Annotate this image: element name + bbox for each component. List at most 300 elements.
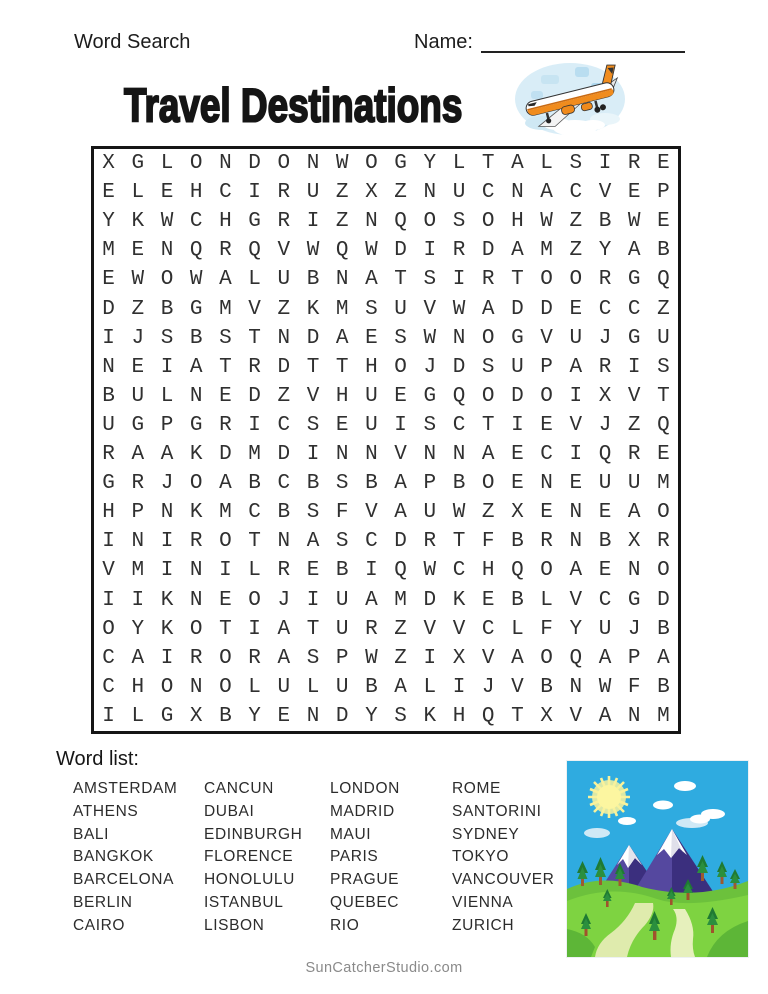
grid-cell[interactable]: O — [481, 210, 495, 234]
grid-cell[interactable]: E — [131, 239, 145, 263]
grid-cell[interactable]: Q — [394, 210, 407, 234]
grid-cell[interactable]: E — [219, 384, 232, 408]
grid-cell[interactable]: A — [189, 355, 203, 379]
grid-cell[interactable]: A — [627, 239, 641, 263]
grid-cell[interactable]: W — [160, 210, 174, 234]
grid-cell[interactable]: V — [365, 501, 378, 525]
grid-cell[interactable]: D — [511, 384, 524, 408]
grid-cell[interactable]: S — [423, 413, 437, 437]
grid-cell[interactable]: N — [131, 530, 145, 554]
grid-cell[interactable]: S — [569, 152, 583, 176]
grid-cell[interactable]: V — [540, 326, 553, 350]
grid-cell[interactable]: I — [160, 530, 174, 554]
grid-cell[interactable]: E — [598, 501, 612, 525]
grid-cell[interactable]: Q — [569, 646, 583, 670]
grid-cell[interactable]: I — [102, 704, 115, 728]
grid-cell[interactable]: P — [627, 646, 641, 670]
grid-cell[interactable]: G — [131, 413, 145, 437]
grid-cell[interactable]: V — [423, 617, 437, 641]
grid-cell[interactable]: I — [394, 413, 407, 437]
grid-cell[interactable]: S — [306, 646, 320, 670]
grid-cell[interactable]: E — [219, 588, 232, 612]
grid-cell[interactable]: K — [189, 443, 203, 467]
grid-cell[interactable]: H — [335, 384, 349, 408]
grid-cell[interactable]: X — [102, 152, 115, 176]
grid-cell[interactable]: A — [598, 646, 612, 670]
grid-cell[interactable]: W — [423, 326, 437, 350]
grid-cell[interactable]: I — [102, 326, 115, 350]
grid-cell[interactable]: E — [277, 704, 291, 728]
grid-cell[interactable]: N — [569, 530, 583, 554]
grid-cell[interactable]: E — [540, 413, 553, 437]
grid-cell[interactable]: J — [481, 675, 495, 699]
grid-cell[interactable]: B — [277, 501, 291, 525]
grid-cell[interactable]: A — [481, 443, 495, 467]
grid-cell[interactable]: O — [219, 530, 232, 554]
grid-cell[interactable]: P — [423, 472, 437, 496]
grid-cell[interactable]: R — [657, 530, 670, 554]
grid-cell[interactable]: R — [277, 181, 291, 205]
grid-cell[interactable]: O — [394, 355, 407, 379]
grid-cell[interactable]: Z — [277, 384, 291, 408]
grid-cell[interactable]: U — [452, 181, 466, 205]
grid-cell[interactable]: E — [540, 501, 553, 525]
grid-cell[interactable]: H — [365, 355, 378, 379]
grid-cell[interactable]: E — [335, 413, 349, 437]
grid-cell[interactable]: M — [657, 704, 670, 728]
grid-cell[interactable]: P — [160, 413, 174, 437]
grid-cell[interactable]: A — [160, 443, 174, 467]
grid-cell[interactable]: Q — [452, 384, 466, 408]
grid-cell[interactable]: R — [277, 210, 291, 234]
grid-cell[interactable]: E — [569, 472, 583, 496]
grid-cell[interactable]: C — [189, 210, 203, 234]
grid-cell[interactable]: L — [248, 559, 261, 583]
grid-cell[interactable]: L — [423, 675, 437, 699]
grid-cell[interactable]: O — [423, 210, 437, 234]
grid-cell[interactable]: O — [189, 152, 203, 176]
grid-cell[interactable]: N — [189, 384, 203, 408]
grid-cell[interactable]: N — [335, 268, 349, 292]
grid-cell[interactable]: B — [657, 239, 670, 263]
grid-cell[interactable]: R — [423, 530, 437, 554]
grid-cell[interactable]: Z — [394, 617, 407, 641]
grid-cell[interactable]: R — [598, 355, 612, 379]
grid-cell[interactable]: Q — [394, 559, 407, 583]
grid-cell[interactable]: P — [131, 501, 145, 525]
grid-cell[interactable]: J — [131, 326, 145, 350]
grid-cell[interactable]: L — [452, 152, 466, 176]
grid-cell[interactable]: A — [306, 530, 320, 554]
grid-cell[interactable]: B — [189, 326, 203, 350]
grid-cell[interactable]: U — [306, 181, 320, 205]
grid-cell[interactable]: Q — [598, 443, 612, 467]
grid-cell[interactable]: X — [189, 704, 203, 728]
grid-cell[interactable]: M — [219, 297, 232, 321]
grid-cell[interactable]: Z — [569, 239, 583, 263]
grid-cell[interactable]: U — [335, 617, 349, 641]
grid-cell[interactable]: S — [394, 326, 407, 350]
grid-cell[interactable]: N — [189, 588, 203, 612]
grid-cell[interactable]: T — [511, 704, 524, 728]
grid-cell[interactable]: W — [598, 675, 612, 699]
grid-cell[interactable]: D — [219, 443, 232, 467]
grid-cell[interactable]: R — [598, 268, 612, 292]
grid-cell[interactable]: Q — [335, 239, 349, 263]
grid-cell[interactable]: B — [102, 384, 115, 408]
grid-cell[interactable]: U — [365, 384, 378, 408]
grid-cell[interactable]: K — [131, 210, 145, 234]
grid-cell[interactable]: Z — [394, 646, 407, 670]
grid-cell[interactable]: U — [657, 326, 670, 350]
grid-cell[interactable]: I — [569, 384, 583, 408]
grid-cell[interactable]: E — [160, 181, 174, 205]
grid-cell[interactable]: N — [102, 355, 115, 379]
grid-cell[interactable]: T — [481, 413, 495, 437]
grid-cell[interactable]: Z — [657, 297, 670, 321]
grid-cell[interactable]: P — [540, 355, 553, 379]
grid-cell[interactable]: Z — [335, 181, 349, 205]
grid-cell[interactable]: I — [160, 355, 174, 379]
grid-cell[interactable]: K — [160, 588, 174, 612]
grid-cell[interactable]: W — [335, 152, 349, 176]
grid-cell[interactable]: H — [219, 210, 232, 234]
grid-cell[interactable]: G — [627, 326, 641, 350]
grid-cell[interactable]: D — [657, 588, 670, 612]
grid-cell[interactable]: C — [102, 675, 115, 699]
grid-cell[interactable]: J — [627, 617, 641, 641]
grid-cell[interactable]: W — [365, 239, 378, 263]
grid-cell[interactable]: O — [248, 588, 261, 612]
grid-cell[interactable]: D — [102, 297, 115, 321]
grid-cell[interactable]: E — [657, 443, 670, 467]
grid-cell[interactable]: N — [160, 239, 174, 263]
grid-cell[interactable]: L — [131, 704, 145, 728]
grid-cell[interactable]: V — [569, 704, 583, 728]
grid-cell[interactable]: N — [423, 181, 437, 205]
grid-cell[interactable]: N — [511, 181, 524, 205]
grid-cell[interactable]: V — [569, 413, 583, 437]
grid-cell[interactable]: U — [277, 675, 291, 699]
grid-cell[interactable]: G — [189, 413, 203, 437]
grid-cell[interactable]: Q — [657, 268, 670, 292]
grid-cell[interactable]: E — [394, 384, 407, 408]
grid-cell[interactable]: O — [540, 268, 553, 292]
grid-cell[interactable]: O — [657, 501, 670, 525]
grid-cell[interactable]: U — [423, 501, 437, 525]
grid-cell[interactable]: F — [627, 675, 641, 699]
grid-cell[interactable]: R — [540, 530, 553, 554]
grid-cell[interactable]: O — [481, 326, 495, 350]
grid-cell[interactable]: O — [189, 472, 203, 496]
grid-cell[interactable]: B — [335, 559, 349, 583]
grid-cell[interactable]: F — [481, 530, 495, 554]
grid-cell[interactable]: I — [160, 559, 174, 583]
grid-cell[interactable]: V — [511, 675, 524, 699]
grid-cell[interactable]: I — [452, 268, 466, 292]
grid-cell[interactable]: W — [452, 297, 466, 321]
grid-cell[interactable]: A — [569, 559, 583, 583]
grid-cell[interactable]: N — [569, 501, 583, 525]
grid-cell[interactable]: L — [248, 675, 261, 699]
grid-cell[interactable]: D — [394, 239, 407, 263]
grid-cell[interactable]: I — [598, 152, 612, 176]
grid-cell[interactable]: O — [569, 268, 583, 292]
grid-cell[interactable]: V — [627, 384, 641, 408]
grid-cell[interactable]: O — [160, 268, 174, 292]
grid-cell[interactable]: S — [365, 297, 378, 321]
grid-cell[interactable]: X — [627, 530, 641, 554]
grid-cell[interactable]: F — [540, 617, 553, 641]
grid-cell[interactable]: D — [277, 355, 291, 379]
grid-cell[interactable]: I — [131, 588, 145, 612]
grid-cell[interactable]: Y — [598, 239, 612, 263]
grid-cell[interactable]: I — [219, 559, 232, 583]
grid-cell[interactable]: D — [540, 297, 553, 321]
grid-cell[interactable]: Q — [189, 239, 203, 263]
grid-cell[interactable]: W — [423, 559, 437, 583]
grid-cell[interactable]: H — [131, 675, 145, 699]
grid-cell[interactable]: B — [365, 675, 378, 699]
grid-cell[interactable]: T — [306, 355, 320, 379]
grid-cell[interactable]: E — [598, 559, 612, 583]
grid-cell[interactable]: R — [189, 530, 203, 554]
grid-cell[interactable]: O — [540, 646, 553, 670]
grid-cell[interactable]: L — [540, 152, 553, 176]
grid-cell[interactable]: C — [598, 588, 612, 612]
grid-cell[interactable]: H — [189, 181, 203, 205]
grid-cell[interactable]: S — [394, 704, 407, 728]
grid-cell[interactable]: L — [540, 588, 553, 612]
grid-cell[interactable]: G — [131, 152, 145, 176]
grid-cell[interactable]: C — [277, 472, 291, 496]
grid-cell[interactable]: U — [277, 268, 291, 292]
grid-cell[interactable]: V — [481, 646, 495, 670]
grid-cell[interactable]: Y — [423, 152, 437, 176]
grid-cell[interactable]: N — [627, 704, 641, 728]
grid-cell[interactable]: B — [248, 472, 261, 496]
grid-cell[interactable]: B — [306, 472, 320, 496]
grid-cell[interactable]: A — [219, 268, 232, 292]
grid-cell[interactable]: J — [423, 355, 437, 379]
grid-cell[interactable]: L — [160, 152, 174, 176]
grid-cell[interactable]: W — [306, 239, 320, 263]
grid-cell[interactable]: V — [248, 297, 261, 321]
name-input-line[interactable] — [481, 51, 685, 53]
grid-cell[interactable]: U — [569, 326, 583, 350]
grid-cell[interactable]: N — [160, 501, 174, 525]
grid-cell[interactable]: S — [423, 268, 437, 292]
grid-cell[interactable]: D — [335, 704, 349, 728]
grid-cell[interactable]: T — [219, 617, 232, 641]
grid-cell[interactable]: R — [219, 413, 232, 437]
grid-cell[interactable]: V — [394, 443, 407, 467]
grid-cell[interactable]: G — [394, 152, 407, 176]
grid-cell[interactable]: B — [511, 588, 524, 612]
grid-cell[interactable]: B — [452, 472, 466, 496]
grid-cell[interactable]: N — [365, 443, 378, 467]
grid-cell[interactable]: A — [277, 646, 291, 670]
grid-cell[interactable]: O — [481, 472, 495, 496]
grid-cell[interactable]: Q — [657, 413, 670, 437]
grid-cell[interactable]: Q — [248, 239, 261, 263]
grid-cell[interactable]: E — [481, 588, 495, 612]
grid-cell[interactable]: S — [335, 472, 349, 496]
grid-cell[interactable]: B — [365, 472, 378, 496]
grid-cell[interactable]: Z — [627, 413, 641, 437]
grid-cell[interactable]: M — [131, 559, 145, 583]
grid-cell[interactable]: R — [131, 472, 145, 496]
grid-cell[interactable]: C — [452, 413, 466, 437]
grid-cell[interactable]: Z — [277, 297, 291, 321]
grid-cell[interactable]: N — [277, 326, 291, 350]
grid-cell[interactable]: M — [540, 239, 553, 263]
grid-cell[interactable]: N — [189, 675, 203, 699]
grid-cell[interactable]: J — [277, 588, 291, 612]
grid-cell[interactable]: L — [306, 675, 320, 699]
grid-cell[interactable]: E — [569, 297, 583, 321]
grid-cell[interactable]: A — [131, 646, 145, 670]
grid-cell[interactable]: X — [365, 181, 378, 205]
grid-cell[interactable]: V — [277, 239, 291, 263]
grid-cell[interactable]: A — [365, 588, 378, 612]
grid-cell[interactable]: I — [306, 588, 320, 612]
grid-cell[interactable]: R — [277, 559, 291, 583]
grid-cell[interactable]: I — [569, 443, 583, 467]
grid-cell[interactable]: I — [365, 559, 378, 583]
grid-cell[interactable]: X — [598, 384, 612, 408]
grid-cell[interactable]: U — [598, 617, 612, 641]
grid-cell[interactable]: B — [657, 675, 670, 699]
grid-cell[interactable]: V — [598, 181, 612, 205]
grid-cell[interactable]: A — [394, 501, 407, 525]
grid-cell[interactable]: A — [481, 297, 495, 321]
grid-cell[interactable]: R — [102, 443, 115, 467]
grid-cell[interactable]: O — [219, 646, 232, 670]
grid-cell[interactable]: I — [511, 413, 524, 437]
grid-cell[interactable]: V — [423, 297, 437, 321]
grid-cell[interactable]: M — [219, 501, 232, 525]
grid-cell[interactable]: V — [452, 617, 466, 641]
grid-cell[interactable]: K — [452, 588, 466, 612]
grid-cell[interactable]: A — [657, 646, 670, 670]
grid-cell[interactable]: L — [160, 384, 174, 408]
grid-cell[interactable]: C — [598, 297, 612, 321]
grid-cell[interactable]: Z — [481, 501, 495, 525]
grid-cell[interactable]: R — [248, 355, 261, 379]
grid-cell[interactable]: R — [365, 617, 378, 641]
grid-cell[interactable]: Y — [365, 704, 378, 728]
grid-cell[interactable]: K — [160, 617, 174, 641]
grid-cell[interactable]: N — [569, 675, 583, 699]
grid-cell[interactable]: N — [306, 152, 320, 176]
grid-cell[interactable]: V — [569, 588, 583, 612]
grid-cell[interactable]: A — [511, 152, 524, 176]
grid-cell[interactable]: L — [248, 268, 261, 292]
grid-cell[interactable]: T — [452, 530, 466, 554]
grid-cell[interactable]: A — [627, 501, 641, 525]
grid-cell[interactable]: U — [627, 472, 641, 496]
grid-cell[interactable]: Z — [131, 297, 145, 321]
grid-cell[interactable]: P — [657, 181, 670, 205]
grid-cell[interactable]: W — [189, 268, 203, 292]
grid-cell[interactable]: B — [219, 704, 232, 728]
grid-cell[interactable]: T — [481, 152, 495, 176]
grid-cell[interactable]: S — [306, 501, 320, 525]
grid-cell[interactable]: Y — [569, 617, 583, 641]
grid-cell[interactable]: S — [657, 355, 670, 379]
grid-cell[interactable]: I — [423, 239, 437, 263]
grid-cell[interactable]: I — [160, 646, 174, 670]
grid-cell[interactable]: G — [627, 268, 641, 292]
grid-cell[interactable]: N — [306, 704, 320, 728]
grid-cell[interactable]: O — [481, 384, 495, 408]
grid-cell[interactable]: Z — [394, 181, 407, 205]
grid-cell[interactable]: E — [657, 210, 670, 234]
grid-cell[interactable]: B — [657, 617, 670, 641]
grid-cell[interactable]: I — [102, 588, 115, 612]
grid-cell[interactable]: I — [627, 355, 641, 379]
grid-cell[interactable]: A — [394, 675, 407, 699]
grid-cell[interactable]: G — [160, 704, 174, 728]
grid-cell[interactable]: L — [131, 181, 145, 205]
grid-cell[interactable]: W — [540, 210, 553, 234]
grid-cell[interactable]: N — [189, 559, 203, 583]
grid-cell[interactable]: O — [540, 384, 553, 408]
grid-cell[interactable]: V — [306, 384, 320, 408]
grid-cell[interactable]: M — [102, 239, 115, 263]
grid-cell[interactable]: R — [627, 443, 641, 467]
grid-cell[interactable]: D — [248, 384, 261, 408]
grid-cell[interactable]: C — [248, 501, 261, 525]
grid-cell[interactable]: A — [335, 326, 349, 350]
grid-cell[interactable]: A — [277, 617, 291, 641]
grid-cell[interactable]: U — [394, 297, 407, 321]
grid-cell[interactable]: V — [102, 559, 115, 583]
grid-cell[interactable]: G — [102, 472, 115, 496]
grid-cell[interactable]: N — [540, 472, 553, 496]
grid-cell[interactable]: A — [219, 472, 232, 496]
grid-cell[interactable]: I — [248, 617, 261, 641]
grid-cell[interactable]: U — [598, 472, 612, 496]
grid-cell[interactable]: M — [335, 297, 349, 321]
grid-cell[interactable]: R — [452, 239, 466, 263]
grid-cell[interactable]: Z — [335, 210, 349, 234]
grid-cell[interactable]: D — [423, 588, 437, 612]
grid-cell[interactable]: T — [306, 617, 320, 641]
grid-cell[interactable]: M — [394, 588, 407, 612]
grid-cell[interactable]: D — [394, 530, 407, 554]
grid-cell[interactable]: U — [335, 588, 349, 612]
grid-cell[interactable]: T — [511, 268, 524, 292]
grid-cell[interactable]: S — [219, 326, 232, 350]
grid-cell[interactable]: R — [627, 152, 641, 176]
grid-cell[interactable]: C — [102, 646, 115, 670]
grid-cell[interactable]: O — [219, 675, 232, 699]
grid-cell[interactable]: F — [335, 501, 349, 525]
grid-cell[interactable]: E — [306, 559, 320, 583]
grid-cell[interactable]: D — [452, 355, 466, 379]
grid-cell[interactable]: Q — [511, 559, 524, 583]
grid-cell[interactable]: E — [511, 443, 524, 467]
grid-cell[interactable]: B — [598, 530, 612, 554]
grid-cell[interactable]: O — [102, 617, 115, 641]
grid-cell[interactable]: O — [189, 617, 203, 641]
grid-cell[interactable]: N — [277, 530, 291, 554]
grid-cell[interactable]: G — [627, 588, 641, 612]
grid-cell[interactable]: G — [423, 384, 437, 408]
grid-cell[interactable]: R — [189, 646, 203, 670]
